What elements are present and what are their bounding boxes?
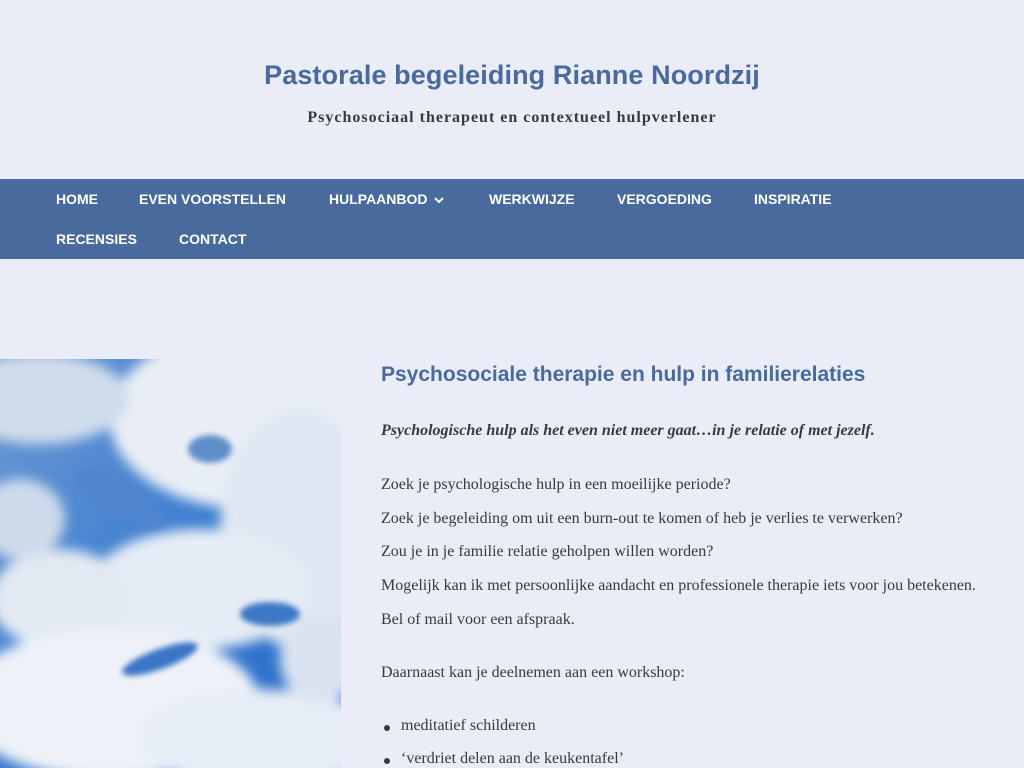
page-heading: Psychosociale therapie en hulp in familierelaties: [381, 363, 866, 386]
sky-clouds-image: [0, 359, 341, 768]
nav-item-hulpaanbod-label: HULPAANBOD: [329, 191, 428, 207]
nav-item-werkwijze[interactable]: WERKWIJZE: [489, 191, 575, 207]
paragraph: Zoek je psychologische hulp in een moeilijke periode?: [381, 476, 731, 493]
nav-item-inspiratie[interactable]: INSPIRATIE: [754, 191, 832, 207]
main-nav: [0, 179, 1024, 259]
paragraph: Zoek je begeleiding om uit een burn-out te komen of heb je verlies te verwerken?: [381, 510, 903, 527]
bullet-icon: [384, 725, 390, 731]
list-item-label: meditatief schilderen: [401, 717, 536, 734]
nav-item-hulpaanbod[interactable]: [329, 179, 444, 219]
site-header: [0, 0, 1024, 179]
paragraph: Mogelijk kan ik met persoonlijke aandacht en professionele therapie iets voor jou betekenen.: [381, 577, 976, 594]
site-title[interactable]: Pastorale begeleiding Rianne Noordzij: [264, 60, 760, 90]
nav-item-home[interactable]: HOME: [56, 191, 98, 207]
bullet-icon: [384, 758, 390, 764]
paragraph: Daarnaast kan je deelnemen aan een workshop:: [381, 664, 685, 681]
nav-item-recensies[interactable]: RECENSIES: [56, 231, 137, 247]
nav-item-vergoeding[interactable]: VERGOEDING: [617, 191, 712, 207]
chevron-down-icon: [434, 197, 444, 204]
intro-text: Psychologische hulp als het even niet meer gaat…in je relatie of met jezelf.: [381, 422, 875, 439]
nav-item-even-voorstellen[interactable]: EVEN VOORSTELLEN: [139, 191, 287, 207]
paragraph: Zou je in je familie relatie geholpen willen worden?: [381, 543, 714, 560]
list-item-label: ‘verdriet delen aan de keukentafel’: [401, 750, 624, 767]
paragraph: Bel of mail voor een afspraak.: [381, 611, 575, 628]
nav-item-contact[interactable]: CONTACT: [179, 231, 247, 247]
site-tagline: Psychosociaal therapeut en contextueel hulpverlener: [307, 109, 717, 126]
